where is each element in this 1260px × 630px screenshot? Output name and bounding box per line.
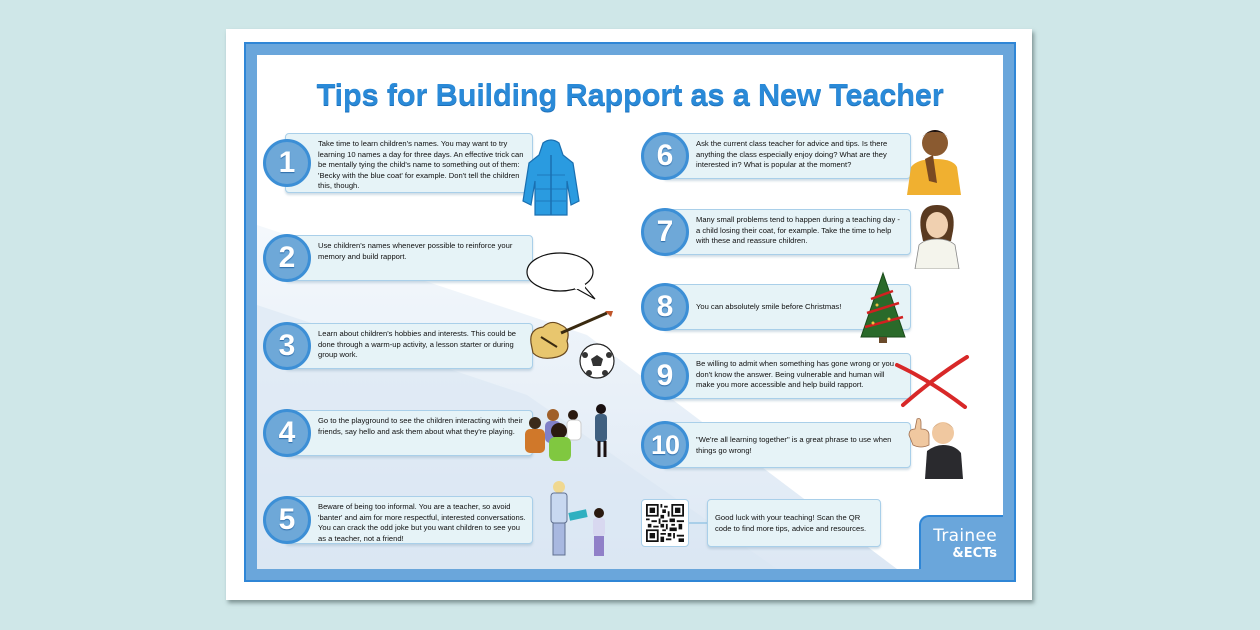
- tip-text: Learn about children's hobbies and interests. This could be done through a warm-up activity, a lesson starter or during group work.: [285, 323, 533, 369]
- tip-9: [641, 353, 911, 399]
- tip-text: You can absolutely smile before Christmas!: [663, 284, 911, 330]
- speech-bubble-icon: [525, 251, 601, 303]
- guitar-and-football-icon: [527, 309, 617, 379]
- tip-number-badge: 3: [263, 322, 311, 370]
- tip-number-badge: 6: [641, 132, 689, 180]
- tip-10: [641, 422, 911, 468]
- poster-paper: [226, 29, 1032, 600]
- red-cross-icon: [895, 355, 971, 409]
- teacher-and-child-icon: [545, 479, 617, 559]
- tip-5: [263, 496, 533, 544]
- qr-code-icon[interactable]: [641, 499, 689, 547]
- tip-3: [263, 323, 533, 369]
- thinking-boy-icon: [903, 125, 963, 195]
- tip-text: Use children's names whenever possible to reinforce your memory and build rapport.: [285, 235, 533, 281]
- blue-coat-icon: [521, 139, 581, 219]
- poster-content: [257, 55, 1003, 569]
- tip-text: Ask the current class teacher for advice and tips. Is there anything the class especially enjoy doing? What are they interested in? What is popular at the moment?: [663, 133, 911, 179]
- qr-code-glyph: [646, 504, 684, 542]
- tip-7: [641, 209, 911, 255]
- tip-4: [263, 410, 533, 456]
- tip-1: [263, 133, 533, 193]
- tip-number-badge: 9: [641, 352, 689, 400]
- brand-line-1: Trainee: [933, 526, 997, 546]
- footer-note: Good luck with your teaching! Scan the QR code to find more tips, advice and resources.: [707, 499, 881, 547]
- poster-frame: [244, 42, 1016, 582]
- christmas-tree-icon: [857, 271, 909, 345]
- tip-text: Be willing to admit when something has gone wrong or you don't know the answer. Being vulnerable and human will make you more accessible and help build rapport.: [663, 353, 911, 399]
- tip-number-badge: 10: [641, 421, 689, 469]
- tip-number-badge: 2: [263, 234, 311, 282]
- tip-2: [263, 235, 533, 281]
- tip-text: Beware of being too informal. You are a teacher, so avoid 'banter' and aim for more respectful, interested conversations. You can crack the odd joke but you want children to see you as a teacher, not a friend!: [285, 496, 533, 544]
- tip-6: [641, 133, 911, 179]
- tip-number-badge: 8: [641, 283, 689, 331]
- poster-title: Tips for Building Rapport as a New Teacher: [316, 77, 944, 112]
- children-group-icon: [521, 401, 617, 465]
- tip-text: Many small problems tend to happen during a teaching day - a child losing their coat, for example. Take the time to help with these and reassure children.: [663, 209, 911, 255]
- tip-text: Go to the playground to see the children interacting with their friends, say hello and ask them about what they're playing.: [285, 410, 533, 456]
- sad-girl-icon: [911, 201, 963, 269]
- tip-text: Take time to learn children's names. You may want to try learning 10 names a day for three days. An effective trick can be mentally tying the child's name to something out of them: 'Becky with the blue coat' for example. Don't tell the children this, though.: [285, 133, 533, 193]
- tip-number-badge: 4: [263, 409, 311, 457]
- brand-line-2: &ECTs: [952, 546, 997, 561]
- thumbs-up-man-icon: [907, 415, 965, 479]
- tip-text: "We're all learning together" is a great phrase to use when things go wrong!: [663, 422, 911, 468]
- tip-number-badge: 5: [263, 496, 311, 544]
- brand-logo: [919, 515, 1003, 569]
- tip-number-badge: 1: [263, 139, 311, 187]
- connector-line: [689, 522, 707, 524]
- tip-number-badge: 7: [641, 208, 689, 256]
